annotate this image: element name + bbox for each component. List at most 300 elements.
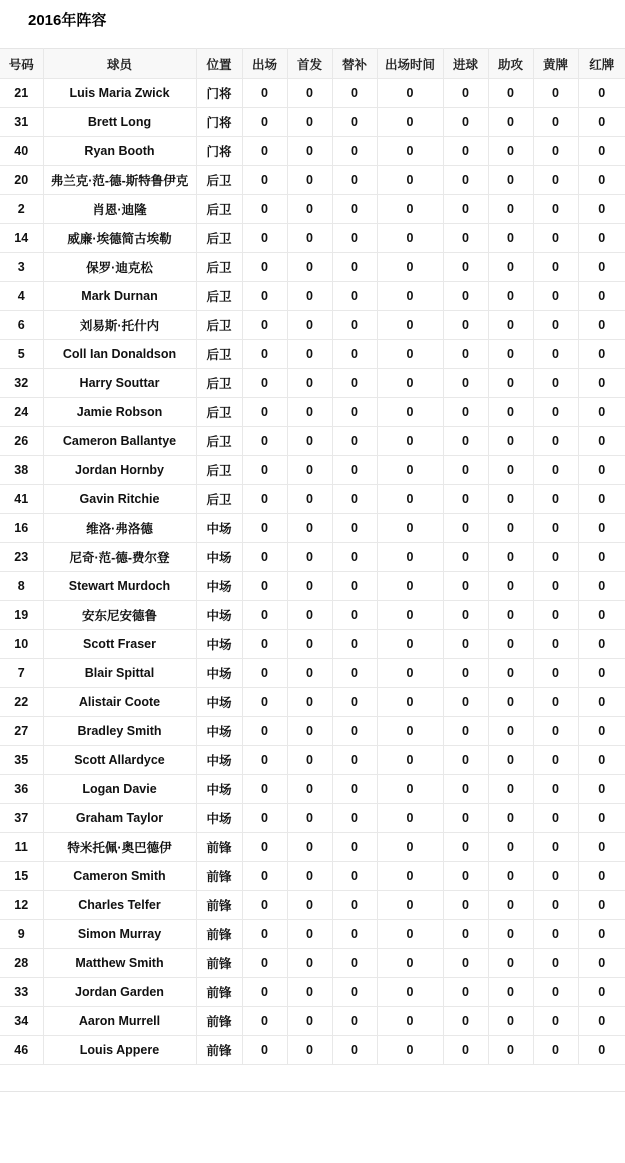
cell-starts: 0: [287, 79, 332, 108]
cell-goals: 0: [443, 282, 488, 311]
cell-assists: 0: [488, 398, 533, 427]
cell-position: 前锋: [196, 862, 242, 891]
cell-yellow: 0: [533, 572, 578, 601]
cell-player: Jamie Robson: [43, 398, 196, 427]
table-row: [0, 717, 625, 746]
cell-sub: 0: [332, 891, 377, 920]
cell-player: Louis Appere: [43, 1036, 196, 1065]
cell-player: Scott Fraser: [43, 630, 196, 659]
cell-minutes: 0: [377, 572, 443, 601]
cell-apps: 0: [242, 920, 287, 949]
cell-red: 0: [578, 137, 625, 166]
cell-minutes: 0: [377, 717, 443, 746]
cell-position: 门将: [196, 108, 242, 137]
cell-assists: 0: [488, 514, 533, 543]
cell-position: 门将: [196, 137, 242, 166]
cell-position: 后卫: [196, 224, 242, 253]
cell-minutes: 0: [377, 427, 443, 456]
cell-red: 0: [578, 485, 625, 514]
cell-goals: 0: [443, 1007, 488, 1036]
table-row: [0, 427, 625, 456]
cell-starts: 0: [287, 630, 332, 659]
cell-number: 10: [0, 630, 43, 659]
cell-red: 0: [578, 659, 625, 688]
cell-apps: 0: [242, 630, 287, 659]
cell-yellow: 0: [533, 224, 578, 253]
cell-player: Ryan Booth: [43, 137, 196, 166]
cell-yellow: 0: [533, 1007, 578, 1036]
cell-sub: 0: [332, 311, 377, 340]
cell-goals: 0: [443, 891, 488, 920]
cell-assists: 0: [488, 601, 533, 630]
cell-red: 0: [578, 398, 625, 427]
cell-assists: 0: [488, 456, 533, 485]
cell-position: 中场: [196, 572, 242, 601]
cell-goals: 0: [443, 572, 488, 601]
cell-apps: 0: [242, 1007, 287, 1036]
table-row: [0, 688, 625, 717]
cell-player: Jordan Garden: [43, 978, 196, 1007]
cell-starts: 0: [287, 1007, 332, 1036]
cell-apps: 0: [242, 311, 287, 340]
cell-sub: 0: [332, 601, 377, 630]
cell-yellow: 0: [533, 311, 578, 340]
cell-goals: 0: [443, 79, 488, 108]
cell-assists: 0: [488, 166, 533, 195]
cell-position: 后卫: [196, 398, 242, 427]
cell-number: 34: [0, 1007, 43, 1036]
cell-yellow: 0: [533, 659, 578, 688]
cell-apps: 0: [242, 775, 287, 804]
cell-red: 0: [578, 514, 625, 543]
cell-player: Logan Davie: [43, 775, 196, 804]
cell-number: 3: [0, 253, 43, 282]
cell-yellow: 0: [533, 833, 578, 862]
cell-yellow: 0: [533, 920, 578, 949]
cell-position: 后卫: [196, 166, 242, 195]
cell-number: 15: [0, 862, 43, 891]
cell-apps: 0: [242, 862, 287, 891]
cell-number: 33: [0, 978, 43, 1007]
cell-player: Cameron Ballantye: [43, 427, 196, 456]
cell-minutes: 0: [377, 543, 443, 572]
cell-yellow: 0: [533, 79, 578, 108]
table-row: [0, 978, 625, 1007]
cell-player: 刘易斯·托什内: [43, 311, 196, 340]
cell-minutes: 0: [377, 224, 443, 253]
cell-starts: 0: [287, 1036, 332, 1065]
cell-minutes: 0: [377, 862, 443, 891]
cell-minutes: 0: [377, 601, 443, 630]
cell-assists: 0: [488, 775, 533, 804]
cell-red: 0: [578, 630, 625, 659]
cell-apps: 0: [242, 108, 287, 137]
column-header-goals: 进球: [443, 49, 488, 79]
cell-apps: 0: [242, 195, 287, 224]
cell-minutes: 0: [377, 1036, 443, 1065]
cell-assists: 0: [488, 659, 533, 688]
cell-assists: 0: [488, 978, 533, 1007]
cell-yellow: 0: [533, 340, 578, 369]
cell-red: 0: [578, 862, 625, 891]
cell-position: 后卫: [196, 195, 242, 224]
cell-sub: 0: [332, 572, 377, 601]
cell-position: 后卫: [196, 282, 242, 311]
cell-position: 前锋: [196, 1036, 242, 1065]
cell-assists: 0: [488, 833, 533, 862]
cell-minutes: 0: [377, 456, 443, 485]
cell-player: 保罗·迪克松: [43, 253, 196, 282]
cell-apps: 0: [242, 1036, 287, 1065]
cell-player: Coll Ian Donaldson: [43, 340, 196, 369]
table-row: [0, 456, 625, 485]
cell-sub: 0: [332, 717, 377, 746]
cell-red: 0: [578, 1036, 625, 1065]
cell-number: 28: [0, 949, 43, 978]
cell-number: 4: [0, 282, 43, 311]
cell-player: Mark Durnan: [43, 282, 196, 311]
squad-table: [0, 48, 625, 1065]
cell-yellow: 0: [533, 804, 578, 833]
table-row: [0, 369, 625, 398]
cell-apps: 0: [242, 891, 287, 920]
cell-red: 0: [578, 108, 625, 137]
cell-red: 0: [578, 456, 625, 485]
cell-player: Brett Long: [43, 108, 196, 137]
cell-number: 9: [0, 920, 43, 949]
bottom-divider: [0, 1091, 625, 1092]
cell-minutes: 0: [377, 369, 443, 398]
cell-red: 0: [578, 282, 625, 311]
cell-apps: 0: [242, 369, 287, 398]
cell-red: 0: [578, 601, 625, 630]
cell-assists: 0: [488, 485, 533, 514]
cell-minutes: 0: [377, 195, 443, 224]
cell-apps: 0: [242, 978, 287, 1007]
cell-red: 0: [578, 804, 625, 833]
cell-assists: 0: [488, 630, 533, 659]
cell-sub: 0: [332, 1007, 377, 1036]
cell-position: 后卫: [196, 456, 242, 485]
cell-position: 后卫: [196, 427, 242, 456]
column-header-minutes: 出场时间: [377, 49, 443, 79]
cell-assists: 0: [488, 949, 533, 978]
cell-goals: 0: [443, 485, 488, 514]
cell-starts: 0: [287, 717, 332, 746]
cell-yellow: 0: [533, 688, 578, 717]
cell-apps: 0: [242, 485, 287, 514]
cell-player: Luis Maria Zwick: [43, 79, 196, 108]
cell-player: Stewart Murdoch: [43, 572, 196, 601]
cell-sub: 0: [332, 543, 377, 572]
cell-apps: 0: [242, 688, 287, 717]
cell-red: 0: [578, 746, 625, 775]
cell-starts: 0: [287, 978, 332, 1007]
cell-goals: 0: [443, 253, 488, 282]
cell-red: 0: [578, 688, 625, 717]
cell-number: 12: [0, 891, 43, 920]
cell-yellow: 0: [533, 195, 578, 224]
cell-assists: 0: [488, 717, 533, 746]
cell-assists: 0: [488, 891, 533, 920]
cell-red: 0: [578, 224, 625, 253]
cell-number: 46: [0, 1036, 43, 1065]
cell-apps: 0: [242, 427, 287, 456]
cell-sub: 0: [332, 833, 377, 862]
cell-red: 0: [578, 195, 625, 224]
cell-sub: 0: [332, 166, 377, 195]
cell-position: 中场: [196, 775, 242, 804]
cell-minutes: 0: [377, 108, 443, 137]
cell-player: Harry Souttar: [43, 369, 196, 398]
table-row: [0, 108, 625, 137]
cell-minutes: 0: [377, 253, 443, 282]
title-bar: [0, 0, 625, 48]
cell-yellow: 0: [533, 108, 578, 137]
cell-position: 中场: [196, 717, 242, 746]
table-row: [0, 630, 625, 659]
cell-goals: 0: [443, 833, 488, 862]
cell-starts: 0: [287, 659, 332, 688]
cell-yellow: 0: [533, 282, 578, 311]
cell-assists: 0: [488, 340, 533, 369]
cell-position: 前锋: [196, 978, 242, 1007]
cell-apps: 0: [242, 717, 287, 746]
cell-yellow: 0: [533, 891, 578, 920]
cell-position: 中场: [196, 514, 242, 543]
cell-starts: 0: [287, 688, 332, 717]
table-row: [0, 137, 625, 166]
table-row: [0, 253, 625, 282]
table-row: [0, 311, 625, 340]
cell-apps: 0: [242, 601, 287, 630]
cell-starts: 0: [287, 253, 332, 282]
cell-minutes: 0: [377, 630, 443, 659]
cell-number: 7: [0, 659, 43, 688]
cell-goals: 0: [443, 543, 488, 572]
cell-apps: 0: [242, 282, 287, 311]
cell-apps: 0: [242, 659, 287, 688]
cell-yellow: 0: [533, 630, 578, 659]
cell-red: 0: [578, 572, 625, 601]
cell-goals: 0: [443, 601, 488, 630]
cell-red: 0: [578, 340, 625, 369]
column-header-yellow: 黄牌: [533, 49, 578, 79]
cell-red: 0: [578, 369, 625, 398]
cell-number: 24: [0, 398, 43, 427]
cell-minutes: 0: [377, 514, 443, 543]
cell-position: 门将: [196, 79, 242, 108]
cell-red: 0: [578, 427, 625, 456]
cell-position: 中场: [196, 746, 242, 775]
cell-player: 维洛·弗洛德: [43, 514, 196, 543]
cell-player: Aaron Murrell: [43, 1007, 196, 1036]
cell-goals: 0: [443, 746, 488, 775]
cell-red: 0: [578, 920, 625, 949]
cell-player: 威廉·埃德简古埃勒: [43, 224, 196, 253]
cell-starts: 0: [287, 572, 332, 601]
table-row: [0, 224, 625, 253]
cell-apps: 0: [242, 79, 287, 108]
cell-goals: 0: [443, 456, 488, 485]
cell-red: 0: [578, 717, 625, 746]
cell-goals: 0: [443, 630, 488, 659]
cell-assists: 0: [488, 1007, 533, 1036]
cell-yellow: 0: [533, 775, 578, 804]
cell-minutes: 0: [377, 137, 443, 166]
cell-number: 19: [0, 601, 43, 630]
cell-number: 31: [0, 108, 43, 137]
cell-apps: 0: [242, 949, 287, 978]
cell-starts: 0: [287, 340, 332, 369]
cell-number: 14: [0, 224, 43, 253]
cell-yellow: 0: [533, 137, 578, 166]
cell-sub: 0: [332, 514, 377, 543]
cell-red: 0: [578, 833, 625, 862]
cell-goals: 0: [443, 717, 488, 746]
cell-goals: 0: [443, 427, 488, 456]
cell-assists: 0: [488, 224, 533, 253]
cell-red: 0: [578, 166, 625, 195]
cell-goals: 0: [443, 659, 488, 688]
table-row: [0, 601, 625, 630]
table-row: [0, 572, 625, 601]
cell-minutes: 0: [377, 949, 443, 978]
cell-position: 中场: [196, 630, 242, 659]
cell-starts: 0: [287, 891, 332, 920]
cell-minutes: 0: [377, 485, 443, 514]
cell-position: 后卫: [196, 340, 242, 369]
table-row: [0, 775, 625, 804]
cell-red: 0: [578, 891, 625, 920]
cell-yellow: 0: [533, 253, 578, 282]
cell-starts: 0: [287, 427, 332, 456]
cell-number: 37: [0, 804, 43, 833]
cell-minutes: 0: [377, 833, 443, 862]
cell-starts: 0: [287, 398, 332, 427]
cell-starts: 0: [287, 775, 332, 804]
cell-yellow: 0: [533, 717, 578, 746]
cell-player: Bradley Smith: [43, 717, 196, 746]
cell-minutes: 0: [377, 746, 443, 775]
cell-yellow: 0: [533, 862, 578, 891]
cell-player: 特米托佩·奥巴德伊: [43, 833, 196, 862]
cell-sub: 0: [332, 485, 377, 514]
cell-position: 中场: [196, 543, 242, 572]
cell-minutes: 0: [377, 282, 443, 311]
cell-number: 21: [0, 79, 43, 108]
cell-red: 0: [578, 543, 625, 572]
cell-player: 尼奇·范-德-费尔登: [43, 543, 196, 572]
table-row: [0, 398, 625, 427]
cell-player: Alistair Coote: [43, 688, 196, 717]
cell-number: 11: [0, 833, 43, 862]
cell-sub: 0: [332, 978, 377, 1007]
cell-position: 前锋: [196, 891, 242, 920]
cell-sub: 0: [332, 340, 377, 369]
cell-assists: 0: [488, 427, 533, 456]
cell-yellow: 0: [533, 456, 578, 485]
cell-sub: 0: [332, 949, 377, 978]
cell-goals: 0: [443, 340, 488, 369]
cell-yellow: 0: [533, 978, 578, 1007]
cell-apps: 0: [242, 804, 287, 833]
cell-starts: 0: [287, 166, 332, 195]
cell-starts: 0: [287, 601, 332, 630]
column-header-number: 号码: [0, 49, 43, 79]
cell-position: 前锋: [196, 833, 242, 862]
cell-number: 23: [0, 543, 43, 572]
table-row: [0, 659, 625, 688]
cell-red: 0: [578, 79, 625, 108]
cell-player: Graham Taylor: [43, 804, 196, 833]
cell-red: 0: [578, 775, 625, 804]
cell-sub: 0: [332, 224, 377, 253]
cell-starts: 0: [287, 949, 332, 978]
cell-assists: 0: [488, 746, 533, 775]
cell-assists: 0: [488, 137, 533, 166]
column-header-starts: 首发: [287, 49, 332, 79]
table-row: [0, 485, 625, 514]
cell-apps: 0: [242, 224, 287, 253]
cell-sub: 0: [332, 862, 377, 891]
cell-sub: 0: [332, 369, 377, 398]
cell-goals: 0: [443, 862, 488, 891]
table-row: [0, 79, 625, 108]
cell-starts: 0: [287, 746, 332, 775]
cell-minutes: 0: [377, 659, 443, 688]
cell-sub: 0: [332, 775, 377, 804]
cell-number: 27: [0, 717, 43, 746]
cell-number: 16: [0, 514, 43, 543]
cell-starts: 0: [287, 311, 332, 340]
cell-apps: 0: [242, 833, 287, 862]
page-title: 2016年阵容: [28, 12, 107, 29]
cell-sub: 0: [332, 920, 377, 949]
cell-red: 0: [578, 978, 625, 1007]
cell-yellow: 0: [533, 746, 578, 775]
cell-sub: 0: [332, 688, 377, 717]
cell-goals: 0: [443, 224, 488, 253]
cell-starts: 0: [287, 369, 332, 398]
table-row: [0, 891, 625, 920]
cell-minutes: 0: [377, 79, 443, 108]
column-header-position: 位置: [196, 49, 242, 79]
cell-position: 中场: [196, 688, 242, 717]
cell-goals: 0: [443, 688, 488, 717]
table-row: [0, 920, 625, 949]
cell-minutes: 0: [377, 166, 443, 195]
cell-goals: 0: [443, 166, 488, 195]
cell-sub: 0: [332, 282, 377, 311]
cell-player: Jordan Hornby: [43, 456, 196, 485]
cell-starts: 0: [287, 282, 332, 311]
cell-red: 0: [578, 311, 625, 340]
column-header-player: 球员: [43, 49, 196, 79]
cell-player: Charles Telfer: [43, 891, 196, 920]
cell-position: 后卫: [196, 485, 242, 514]
cell-position: 前锋: [196, 1007, 242, 1036]
cell-goals: 0: [443, 949, 488, 978]
cell-minutes: 0: [377, 311, 443, 340]
cell-starts: 0: [287, 833, 332, 862]
cell-assists: 0: [488, 543, 533, 572]
cell-number: 8: [0, 572, 43, 601]
cell-minutes: 0: [377, 775, 443, 804]
column-header-sub: 替补: [332, 49, 377, 79]
cell-red: 0: [578, 949, 625, 978]
cell-goals: 0: [443, 137, 488, 166]
